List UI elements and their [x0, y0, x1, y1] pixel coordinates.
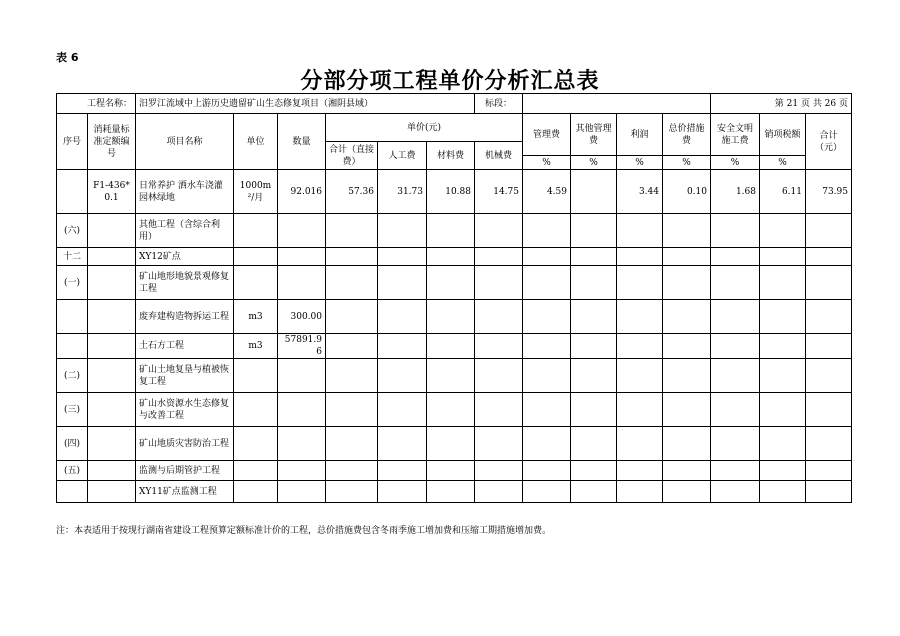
cell-qty: [278, 214, 326, 248]
cell-other-mgmt: [571, 481, 617, 503]
header-unit: 单位: [234, 114, 278, 170]
cell-machine: [475, 461, 523, 481]
cell-tax: [760, 461, 806, 481]
cell-unit: [234, 266, 278, 300]
cell-other-mgmt: [571, 393, 617, 427]
cell-profit: [617, 359, 663, 393]
cell-unit: [234, 481, 278, 503]
cell-total-direct: [326, 266, 378, 300]
cell-total: [806, 393, 852, 427]
cell-seq: (一): [57, 266, 88, 300]
cell-safety: [711, 266, 760, 300]
cell-safety: [711, 427, 760, 461]
header-unit-price: 单价(元): [326, 114, 523, 142]
header-mgmt: 管理费: [523, 114, 571, 156]
cell-labor: [378, 393, 427, 427]
cell-total-direct: [326, 393, 378, 427]
cell-seq: (五): [57, 461, 88, 481]
cell-mgmt: [523, 214, 571, 248]
cell-total: [806, 214, 852, 248]
cell-total-direct: [326, 248, 378, 266]
cell-total: [806, 300, 852, 334]
cell-code: [88, 266, 136, 300]
cell-total: [806, 427, 852, 461]
cell-total-direct: [326, 481, 378, 503]
cell-machine: [475, 393, 523, 427]
cell-labor: [378, 300, 427, 334]
cell-machine: 14.75: [475, 170, 523, 214]
cell-total-direct: [326, 300, 378, 334]
cell-other-mgmt: [571, 248, 617, 266]
cell-mgmt: [523, 334, 571, 359]
pct-tax: %: [760, 156, 806, 170]
header-measures: 总价措施费: [663, 114, 711, 156]
header-total-direct: 合计（直接费）: [326, 142, 378, 170]
cell-mgmt: [523, 300, 571, 334]
header-code: 消耗量标准定额编号: [88, 114, 136, 170]
cell-mgmt: [523, 248, 571, 266]
cell-machine: [475, 481, 523, 503]
cell-safety: [711, 393, 760, 427]
table-row: [57, 427, 852, 461]
cell-unit: m3: [234, 300, 278, 334]
cell-seq: (二): [57, 359, 88, 393]
header-machine: 机械费: [475, 142, 523, 170]
cell-tax: [760, 214, 806, 248]
cell-unit: [234, 248, 278, 266]
cell-measures: [663, 214, 711, 248]
cell-total: [806, 359, 852, 393]
pct-safety: %: [711, 156, 760, 170]
cell-measures: [663, 481, 711, 503]
cell-labor: [378, 461, 427, 481]
cell-machine: [475, 427, 523, 461]
cell-machine: [475, 300, 523, 334]
cell-safety: [711, 214, 760, 248]
cell-name: 矿山地质灾害防治工程: [136, 427, 234, 461]
cell-total-direct: [326, 461, 378, 481]
footnote: 注：本表适用于按现行湖南省建设工程预算定额标准计价的工程，总价措施费包含冬雨季施工增加费和压缩工期措施增加费。: [56, 526, 552, 536]
cell-mgmt: [523, 427, 571, 461]
cell-measures: [663, 427, 711, 461]
cell-other-mgmt: [571, 300, 617, 334]
project-row: [57, 94, 852, 114]
cell-total: 73.95: [806, 170, 852, 214]
cell-machine: [475, 248, 523, 266]
cell-unit: [234, 214, 278, 248]
pct-measures: %: [663, 156, 711, 170]
cell-mgmt: [523, 481, 571, 503]
cell-qty: [278, 427, 326, 461]
cell-unit: [234, 393, 278, 427]
page-title: 分部分项工程单价分析汇总表: [300, 69, 600, 94]
cell-code: [88, 359, 136, 393]
cell-machine: [475, 266, 523, 300]
cell-measures: [663, 334, 711, 359]
cell-tax: [760, 248, 806, 266]
cell-labor: [378, 427, 427, 461]
page-info: 第 21 页 共 26 页: [711, 94, 852, 114]
cell-profit: [617, 248, 663, 266]
cell-safety: [711, 461, 760, 481]
cell-name: 其他工程（含综合利用）: [136, 214, 234, 248]
pct-mgmt: %: [523, 156, 571, 170]
header-row-1: [57, 114, 852, 142]
table-row: [57, 248, 852, 266]
cell-profit: [617, 427, 663, 461]
section-label: 标段：: [475, 94, 523, 114]
cell-qty: 92.016: [278, 170, 326, 214]
cell-seq: [57, 481, 88, 503]
cell-measures: [663, 300, 711, 334]
cell-material: [427, 393, 475, 427]
cell-profit: [617, 334, 663, 359]
cell-material: [427, 359, 475, 393]
header-profit: 利润: [617, 114, 663, 156]
cell-qty: [278, 393, 326, 427]
cell-name: 矿山土地复垦与植被恢复工程: [136, 359, 234, 393]
cell-labor: [378, 359, 427, 393]
table-row: [57, 170, 852, 214]
cell-labor: [378, 248, 427, 266]
cell-mgmt: [523, 393, 571, 427]
cell-total-direct: [326, 334, 378, 359]
cell-material: 10.88: [427, 170, 475, 214]
cell-tax: 6.11: [760, 170, 806, 214]
cell-qty: [278, 248, 326, 266]
cell-profit: [617, 461, 663, 481]
project-name: 汨罗江流域中上游历史遗留矿山生态修复项目（湘阴县域）: [136, 94, 475, 114]
cell-seq: [57, 334, 88, 359]
cell-qty: [278, 481, 326, 503]
cell-tax: [760, 266, 806, 300]
cell-total-direct: [326, 427, 378, 461]
cell-other-mgmt: [571, 359, 617, 393]
cell-qty: [278, 461, 326, 481]
cell-seq: 十二: [57, 248, 88, 266]
cell-seq: (三): [57, 393, 88, 427]
cell-profit: [617, 300, 663, 334]
table-row: [57, 334, 852, 359]
cell-material: [427, 461, 475, 481]
cell-seq: (六): [57, 214, 88, 248]
cell-profit: [617, 481, 663, 503]
cell-measures: [663, 359, 711, 393]
cell-code: [88, 334, 136, 359]
cell-measures: [663, 266, 711, 300]
project-label: 工程名称：: [57, 94, 136, 114]
header-other-mgmt: 其他管理费: [571, 114, 617, 156]
cell-name: 矿山水资源水生态修复与改善工程: [136, 393, 234, 427]
cell-qty: [278, 266, 326, 300]
cell-profit: [617, 214, 663, 248]
cell-measures: [663, 248, 711, 266]
table-row: [57, 266, 852, 300]
table-row: [57, 393, 852, 427]
cell-tax: [760, 481, 806, 503]
cell-material: [427, 334, 475, 359]
cell-profit: [617, 266, 663, 300]
cell-code: [88, 427, 136, 461]
cell-mgmt: [523, 359, 571, 393]
cell-name: 日常养护 洒水车浇灌园林绿地: [136, 170, 234, 214]
cell-tax: [760, 300, 806, 334]
cell-seq: [57, 300, 88, 334]
header-safety: 安全文明施工费: [711, 114, 760, 156]
cell-code: [88, 481, 136, 503]
cell-safety: [711, 248, 760, 266]
cell-tax: [760, 334, 806, 359]
cell-total-direct: [326, 214, 378, 248]
cell-name: 废弃建构造物拆运工程: [136, 300, 234, 334]
header-total: 合计（元）: [806, 114, 852, 170]
cell-code: [88, 214, 136, 248]
cell-qty: [278, 359, 326, 393]
cell-unit: [234, 359, 278, 393]
cell-safety: [711, 359, 760, 393]
cell-name: 矿山地形地貌景观修复工程: [136, 266, 234, 300]
cell-machine: [475, 359, 523, 393]
cell-machine: [475, 214, 523, 248]
cell-other-mgmt: [571, 214, 617, 248]
cell-mgmt: [523, 266, 571, 300]
cell-tax: [760, 359, 806, 393]
cell-unit: m3: [234, 334, 278, 359]
cell-profit: [617, 393, 663, 427]
header-labor: 人工费: [378, 142, 427, 170]
cell-measures: [663, 393, 711, 427]
header-seq: 序号: [57, 114, 88, 170]
cell-total-direct: 57.36: [326, 170, 378, 214]
cell-profit: 3.44: [617, 170, 663, 214]
cell-labor: [378, 334, 427, 359]
cell-labor: [378, 481, 427, 503]
cell-measures: [663, 461, 711, 481]
cell-tax: [760, 427, 806, 461]
table-row: [57, 214, 852, 248]
cell-material: [427, 481, 475, 503]
cell-other-mgmt: [571, 170, 617, 214]
cell-material: [427, 300, 475, 334]
cell-safety: 1.68: [711, 170, 760, 214]
table-tag: 表 6: [56, 51, 79, 64]
cell-material: [427, 427, 475, 461]
cell-other-mgmt: [571, 266, 617, 300]
pct-other-mgmt: %: [571, 156, 617, 170]
cell-unit: [234, 427, 278, 461]
cell-tax: [760, 393, 806, 427]
cell-other-mgmt: [571, 427, 617, 461]
cell-seq: [57, 170, 88, 214]
cell-unit: 1000m²/月: [234, 170, 278, 214]
cell-total: [806, 461, 852, 481]
cell-other-mgmt: [571, 461, 617, 481]
cell-other-mgmt: [571, 334, 617, 359]
header-qty: 数量: [278, 114, 326, 170]
table-row: [57, 359, 852, 393]
cell-total: [806, 481, 852, 503]
cell-name: 监测与后期管护工程: [136, 461, 234, 481]
cell-material: [427, 214, 475, 248]
cell-total-direct: [326, 359, 378, 393]
cell-total: [806, 248, 852, 266]
cell-labor: [378, 266, 427, 300]
table-row: [57, 300, 852, 334]
cell-safety: [711, 300, 760, 334]
cell-code: F1-436*0.1: [88, 170, 136, 214]
pct-profit: %: [617, 156, 663, 170]
cell-safety: [711, 334, 760, 359]
cell-material: [427, 248, 475, 266]
cell-total: [806, 334, 852, 359]
header-material: 材料费: [427, 142, 475, 170]
cell-name: 土石方工程: [136, 334, 234, 359]
cell-labor: 31.73: [378, 170, 427, 214]
cell-name: XY11矿点监测工程: [136, 481, 234, 503]
cell-name: XY12矿点: [136, 248, 234, 266]
cell-code: [88, 248, 136, 266]
cell-mgmt: 4.59: [523, 170, 571, 214]
cell-mgmt: [523, 461, 571, 481]
cell-code: [88, 393, 136, 427]
table-row: [57, 481, 852, 503]
cell-labor: [378, 214, 427, 248]
header-name: 项目名称: [136, 114, 234, 170]
cell-safety: [711, 481, 760, 503]
cell-qty: 57891.96: [278, 334, 326, 359]
header-tax: 销项税额: [760, 114, 806, 156]
section-value: [523, 94, 711, 114]
cell-code: [88, 300, 136, 334]
cell-seq: (四): [57, 427, 88, 461]
cell-qty: 300.00: [278, 300, 326, 334]
cell-code: [88, 461, 136, 481]
cell-total: [806, 266, 852, 300]
cell-measures: 0.10: [663, 170, 711, 214]
cell-machine: [475, 334, 523, 359]
price-analysis-table: [56, 93, 852, 503]
cell-unit: [234, 461, 278, 481]
table-row: [57, 461, 852, 481]
cell-material: [427, 266, 475, 300]
